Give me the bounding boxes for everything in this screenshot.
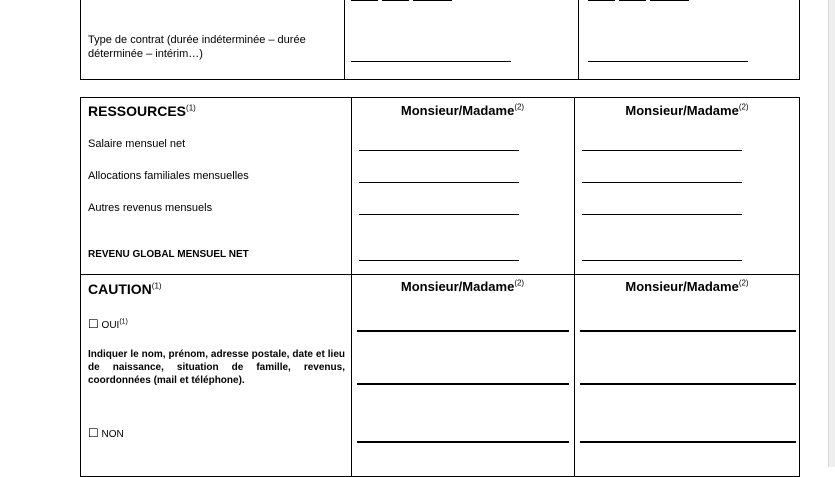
caution-oui-field-1[interactable] — [357, 330, 569, 332]
resources-col-header-2: Monsieur/Madame$^{(2)}$ — [625, 102, 749, 118]
caution-oui-option[interactable]: ☐ OUI$^{(1)}$ — [88, 317, 128, 331]
resources-title: RESSOURCES$^{(1)}$ — [88, 103, 196, 119]
scrollbar-edge[interactable] — [828, 0, 835, 467]
caution-non-option[interactable] — [88, 426, 124, 440]
caution-title: CAUTION$^{(1)}$ — [88, 281, 162, 297]
caution-col-header-1: Monsieur/Madame$^{(2)}$ — [400, 278, 525, 294]
non-label: NON — [101, 429, 124, 440]
date-field-month-1 — [382, 0, 409, 1]
caution-col-header-2: Monsieur/Madame$^{(2)}$ — [625, 278, 749, 294]
other-income-field-1[interactable] — [359, 214, 519, 215]
family-allowance-label: Allocations familiales mensuelles — [88, 170, 249, 182]
resources-col-header-1: Monsieur/Madame$^{(2)}$ — [400, 102, 525, 118]
other-income-field-2[interactable] — [582, 214, 742, 215]
caution-instructions: Indiquer le nom, prénom, adresse postale, date et lieu de naissance, situation de famille, revenus, coordonnées (mail et téléphone). — [88, 349, 345, 386]
caution-non-field-2[interactable] — [580, 441, 796, 443]
net-salary-label: Salaire mensuel net — [88, 138, 186, 150]
section-divider — [81, 274, 799, 275]
caution-oui-field-2[interactable] — [580, 330, 796, 332]
family-allowance-field-2[interactable] — [582, 182, 742, 183]
net-salary-field-2[interactable] — [582, 150, 742, 151]
date-field-year-1 — [413, 0, 452, 1]
total-income-label: REVENU GLOBAL MENSUEL NET — [88, 249, 249, 260]
total-income-field-1[interactable] — [359, 260, 519, 261]
column-divider — [344, 0, 345, 79]
date-field-day-2 — [588, 0, 615, 1]
column-divider — [578, 0, 579, 79]
other-income-label: Autres revenus mensuels — [88, 202, 213, 214]
caution-details-field-1[interactable] — [357, 383, 569, 385]
caution-details-field-2[interactable] — [580, 383, 796, 385]
oui-label: OUI — [101, 320, 120, 331]
contract-type-field-1[interactable] — [351, 61, 511, 62]
net-salary-field-1[interactable] — [359, 150, 519, 151]
checkbox-icon[interactable]: ☐ — [88, 317, 99, 331]
total-income-field-2[interactable] — [582, 260, 742, 261]
date-field-year-2 — [650, 0, 689, 1]
resources-caution-table — [80, 97, 800, 477]
contract-type-field-2[interactable] — [588, 61, 748, 62]
caution-non-field-1[interactable] — [357, 441, 569, 443]
contract-section — [80, 0, 800, 80]
checkbox-icon[interactable]: ☐ — [88, 426, 99, 440]
contract-type-label: Type de contrat (durée indéterminée – durée déterminée – intérim…) — [88, 34, 306, 60]
date-field-month-2 — [619, 0, 646, 1]
family-allowance-field-1[interactable] — [359, 182, 519, 183]
date-field-day-1 — [351, 0, 378, 1]
